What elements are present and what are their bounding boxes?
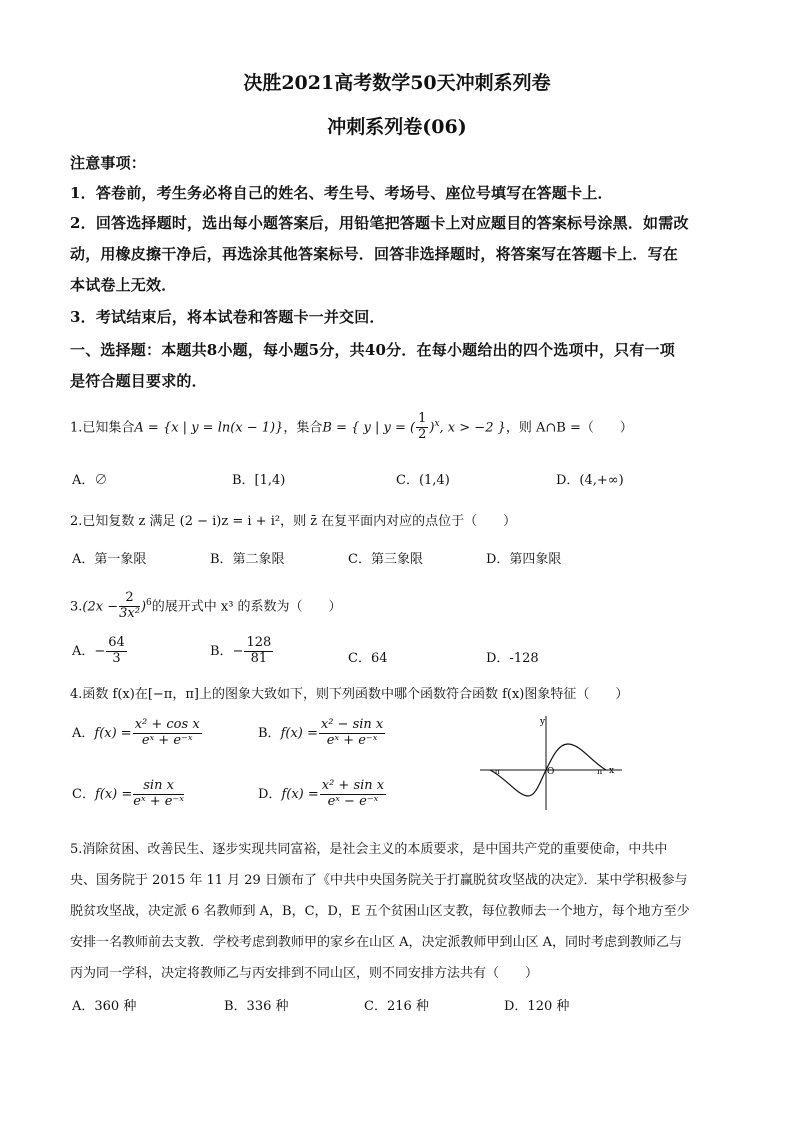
q2-option-c: C．第三象限 — [348, 552, 423, 567]
question-5-line-4: 安排一名教师前去支教．学校考虑到教师甲的家乡在山区 A，决定派教师甲到山区 A，同时考虑到教师乙与 — [70, 935, 683, 950]
q3-option-a-den: 3 — [112, 650, 121, 666]
q4-option-c-num: sin x — [133, 779, 184, 795]
q3-prefix: 3. — [70, 599, 83, 615]
paper-title: 决胜2021高考数学50天冲刺系列卷 — [243, 72, 551, 94]
notes-item-2-line-2: 动，用橡皮擦干净后，再选涂其他答案标号．回答非选择题时，将答案写在答题卡上．写在 — [70, 245, 679, 263]
q3-option-a — [72, 636, 128, 667]
q4-option-b-label: B． — [258, 725, 281, 741]
q1-set-b-lhs: B = { y | y = ( — [322, 420, 416, 436]
q1-frac-num: 1 — [418, 411, 427, 427]
q3-option-d: D．-128 — [486, 651, 539, 666]
notes-item-2-line-1: 2．回答选择题时，选出每小题答案后，用铅笔把答题卡上对应题目的答案标号涂黑．如需改 — [70, 214, 689, 232]
q5-option-d: D．120 种 — [504, 999, 570, 1014]
q4-option-b-lhs: f(x) = — [280, 725, 318, 741]
question-4-stem: 4.函数 f(x)在[−π，π]上的图象大致如下，则下列函数中哪个函数符合函数 f(x)图象特征（ ） — [70, 687, 629, 702]
question-1-stem — [70, 402, 633, 450]
notes-heading: 注意事项： — [70, 154, 147, 172]
q4-option-d-lhs: f(x) = — [281, 786, 319, 802]
q3-option-b-den: 81 — [250, 650, 268, 666]
q3-frac-den: 3x² — [119, 606, 140, 622]
q1-option-d: D．(4,+∞) — [556, 473, 624, 488]
q3-option-b-fraction — [244, 636, 273, 667]
q4-option-c-fraction — [133, 779, 184, 810]
graph-x-label: x — [609, 766, 615, 776]
q3-option-a-label: A．− — [72, 643, 106, 659]
q2-option-d: D．第四象限 — [486, 552, 562, 567]
q4-option-d-den: eˣ − e⁻ˣ — [327, 793, 379, 809]
q4-option-b-den: eˣ + e⁻ˣ — [326, 732, 378, 748]
q2-option-b: B．第二象限 — [210, 552, 285, 567]
q1-option-c: C．(1,4) — [396, 473, 450, 488]
question-3-stem — [70, 582, 342, 628]
q4-option-c-label: C． — [72, 786, 95, 802]
q4-option-c — [72, 779, 185, 810]
section-1-heading-line-2: 是符合题目要求的． — [70, 372, 207, 390]
q1-frac-den: 2 — [418, 427, 427, 443]
question-5-line-1: 5.消除贫困、改善民生、逐步实现共同富裕，是社会主义的本质要求，是中国共产党的重要使命，中共中 — [70, 842, 668, 857]
q5-option-c: C．216 种 — [364, 999, 429, 1014]
q4-option-d — [258, 779, 387, 810]
section-1-heading-line-1: 一、选择题：本题共8小题，每小题5分，共40分．在每小题给出的四个选项中，只有一项 — [70, 341, 675, 359]
q3-frac-num: 2 — [119, 591, 140, 607]
q4-option-c-den: eˣ + e⁻ˣ — [133, 793, 184, 809]
q3-exponent: 6 — [146, 598, 152, 608]
q1-set-a: A = {x | y = ln(x − 1)} — [134, 420, 284, 436]
question-5-line-3: 脱贫攻坚战，决定派 6 名教师到 A，B，C，D，E 五个贫困山区支教，每位教师去一个地方，每个地方至少 — [70, 904, 690, 919]
q4-option-b-fraction — [319, 718, 385, 749]
q1-set-b-tail: , x > −2 } — [439, 420, 506, 436]
q2-option-a: A．第一象限 — [72, 552, 147, 567]
q4-option-d-num: x² + sin x — [321, 778, 385, 793]
graph-right-tick: π — [597, 767, 603, 776]
q3-expr-lhs: (2x − — [82, 599, 119, 615]
q1-mid: ，集合 — [283, 420, 323, 436]
q3-option-b — [210, 636, 274, 667]
question-5-line-2: 央、国务院于 2015 年 11 月 29 日颁布了《中共中央国务院关于打赢脱贫攻坚战的决定》．某中学积极参与 — [70, 873, 688, 888]
q3-option-a-num: 64 — [108, 635, 125, 650]
q4-option-b-num: x² − sin x — [320, 717, 384, 732]
q3-option-a-fraction — [106, 636, 127, 667]
q3-suffix: 的展开式中 x³ 的系数为（ ） — [151, 599, 342, 615]
q1-option-b: B．[1,4) — [232, 473, 286, 488]
q1-prefix: 1.已知集合 — [70, 420, 135, 436]
q3-option-b-label: B．− — [210, 643, 244, 659]
q4-function-graph — [476, 712, 628, 814]
graph-origin-label: O — [547, 767, 555, 777]
graph-left-tick: -π — [492, 767, 500, 776]
notes-item-1: 1．答卷前，考生务必将自己的姓名、考生号、考场号、座位号填写在答题卡上． — [70, 184, 613, 202]
question-5-line-5: 丙为同一学科，决定将教师乙与丙安排到不同山区，则不同安排方法共有（ ） — [70, 966, 539, 981]
q5-option-a: A．360 种 — [72, 999, 137, 1014]
q3-option-b-num: 128 — [246, 635, 272, 650]
q4-option-d-label: D． — [258, 786, 282, 802]
q4-option-a-den: eˣ + e⁻ˣ — [141, 732, 193, 748]
graph-y-label: y — [540, 717, 546, 727]
q4-option-a — [72, 718, 203, 749]
q5-option-b: B．336 种 — [224, 999, 289, 1014]
q1-set-b-rhs: ) — [429, 420, 435, 436]
q4-option-a-label: A． — [72, 725, 95, 741]
q1-suffix: ，则 A∩B =（ ） — [505, 420, 633, 436]
q1-exponent: x — [434, 419, 440, 429]
q3-expr-rhs: ) — [140, 599, 147, 615]
notes-item-3: 3．考试结束后，将本试卷和答题卡一并交回． — [70, 308, 385, 326]
q4-option-b — [258, 718, 386, 749]
q4-option-a-num: x² + cos x — [134, 717, 200, 732]
q3-fraction — [119, 591, 140, 622]
q4-option-a-lhs: f(x) = — [94, 725, 132, 741]
q4-option-d-fraction — [320, 779, 386, 810]
q4-option-a-fraction — [133, 718, 202, 749]
paper-subtitle: 冲刺系列卷(06) — [327, 116, 467, 138]
question-2-stem: 2.已知复数 z 满足 (2 − i)z = i + i²，则 z̄ 在复平面内对应的点位于（ ） — [70, 514, 517, 529]
q4-option-c-lhs: f(x) = — [94, 786, 133, 802]
q3-option-c: C．64 — [348, 651, 388, 666]
q1-option-a: A．∅ — [72, 473, 108, 488]
q1-fraction — [416, 412, 428, 443]
notes-item-2-line-3: 本试卷上无效． — [70, 276, 177, 294]
